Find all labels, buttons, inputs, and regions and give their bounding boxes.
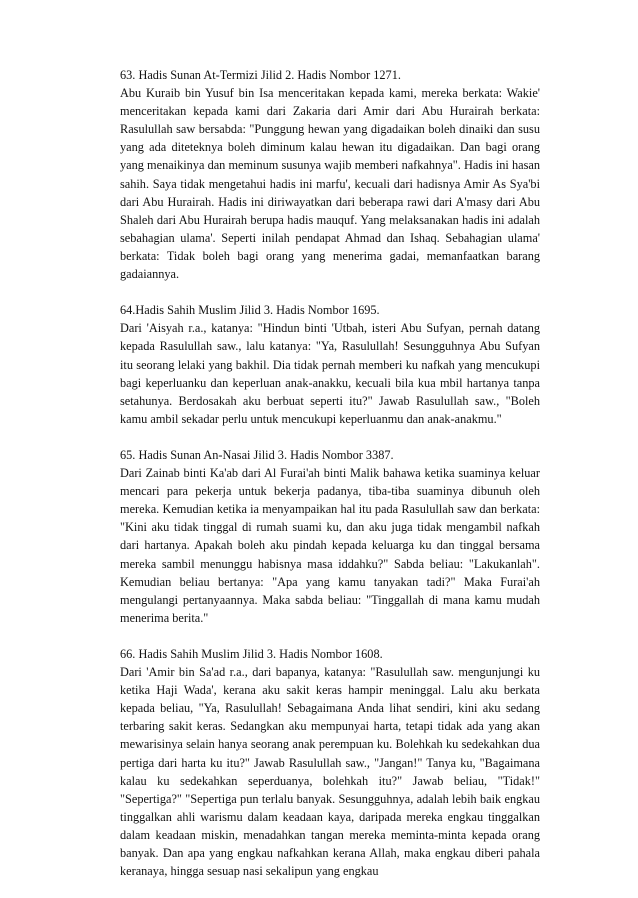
hadith-65 — [120, 446, 540, 627]
hadith-heading: 63. Hadis Sunan At-Termizi Jilid 2. Hadis Nombor 1271. — [120, 68, 401, 82]
hadith-body: Dari Zainab binti Ka'ab dari Al Furai'ah binti Malik bahawa ketika suaminya keluar mencari para pekerja untuk bekerja padanya, tiba-tiba suaminya dibunuh oleh mereka. Kemudian ketika ia menyampaikan hal itu pada Rasulullah saw dan berkata: "Kini aku tidak tinggal di rumah suami ku, dan aku juga tidak mengambil nafkah dari hartanya. Apakah boleh aku pindah kepada keluarga ku dan tinggal bersama mereka sambil menunggu habisnya masa iddahku?" Sabda beliau: "Lakukanlah". Kemudian beliau bertanya: "Apa yang kamu tanyakan tadi?" Maka Furai'ah mengulangi pertanyaannya. Maka sabda beliau: "Tinggallah di mana kamu mudah menerima berita." — [120, 466, 540, 625]
hadith-body: Abu Kuraib bin Yusuf bin Isa menceritakan kepada kami, mereka berkata: Wakie' menceritakan kepada kami dari Zakaria dari Amir dari Abu Hurairah berkata: Rasulullah saw bersabda: "Punggung hewan yang digadaikan boleh dinaiki dan susu yang ada diteteknya boleh diminum kalau hewan itu digadaikan. Dan bagi orang yang menaikinya dan meminum susunya wajib memberi nafkahnya". Hadis ini hasan sahih. Saya tidak mengetahui hadis ini marfu', kecuali dari hadisnya Amir As Sya'bi dari Abu Hurairah. Hadis ini diriwayatkan dari beberapa rawi dari A'masy dari Abu Shaleh dari Abu Hurairah berupa hadis mauquf. Yang melaksanakan hadis ini adalah sebahagian ulama'. Seperti inilah pendapat Ahmad dan Ishaq. Sebahagian ulama' berkata: Tidak boleh bagi orang yang menerima gadai, memanfaatkan barang gadaiannya. — [120, 86, 540, 282]
document-page — [120, 66, 540, 898]
hadith-heading: 64.Hadis Sahih Muslim Jilid 3. Hadis Nombor 1695. — [120, 303, 380, 318]
hadith-64 — [120, 301, 540, 428]
hadith-63 — [120, 66, 540, 283]
hadith-heading: 65. Hadis Sunan An-Nasai Jilid 3. Hadis Nombor 3387. — [120, 447, 394, 462]
hadith-heading: 66. Hadis Sahih Muslim Jilid 3. Hadis Nombor 1608. — [120, 647, 383, 661]
hadith-body: Dari 'Aisyah r.a., katanya: "Hindun binti 'Utbah, isteri Abu Sufyan, pernah datang kepada Rasulullah saw., lalu katanya: "Ya, Rasulullah! Sesungguhnya Abu Sufyan itu seorang lelaki yang bakhil. Dia tidak pernah memberi ku nafkah yang mencukupi bagi keperluanku dan keperluan anak-anakku, kecuali bila kua mbil hartanya tanpa setahunya. Berdosakah aku berbuat seperti itu?" Jawab Rasulullah saw., "Boleh kamu ambil sekadar perlu untuk mencukupi keperluanmu dan anak-anakmu." — [120, 321, 540, 426]
hadith-body: Dari 'Amir bin Sa'ad r.a., dari bapanya, katanya: "Rasulullah saw. mengunjungi ku ketika Haji Wada', kerana aku sakit keras hampir meninggal. Lalu aku berkata kepada beliau, "Ya, Rasulullah! Sebagaimana Anda lihat sendiri, kini aku sedang terbaring sakit keras. Sedangkan aku mempunyai harta, tetapi tidak ada yang akan mewarisinya selain hanya seorang anak perempuan ku. Bolehkah ku sedekahkan dua pertiga dari harta ku itu?" Jawab Rasulullah saw., "Jangan!" Tanya ku, "Bagaimana kalau ku sedekahkan seperduanya, bolehkah itu?" Jawab beliau, "Tidak!" "Sepertiga?" "Sepertiga pun terlalu banyak. Sesungguhnya, adalah lebih baik engkau tinggalkan ahli warismu dalam keadaan kaya, daripada mereka engkau tinggalkan dalam keadaan miskin, menadahkan tangan mereka meminta-minta kepada orang banyak. Dan apa yang engkau nafkahkan kerana Allah, maka engkau diberi pahala keranaya, hingga sesuap nasi sekalipun yang engkau — [120, 665, 540, 879]
hadith-66 — [120, 645, 540, 880]
